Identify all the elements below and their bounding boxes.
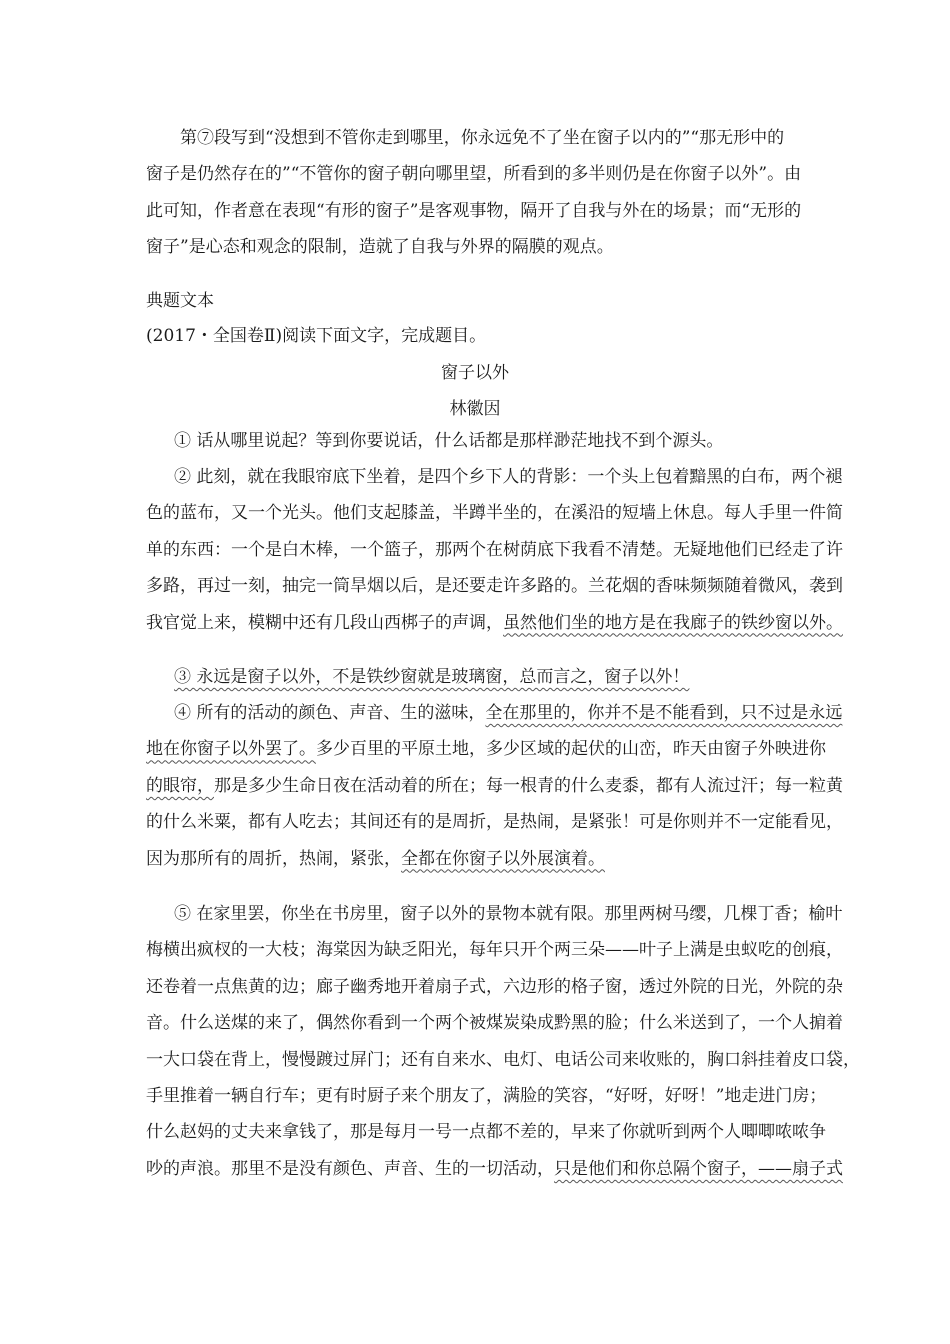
paragraph-line: [146, 841, 808, 877]
paragraph-line: 还卷着一点焦黄的边；廊子幽秀地开着扇子式，六边形的格子窗，透过外院的日光，外院的杂: [146, 976, 843, 997]
wavy-underlined-text: 只是他们和你总隔个窗子，——扇子式: [554, 1158, 843, 1179]
paragraph-line: ⑤ 在家里罢，你坐在书房里，窗子以外的景物本就有限。那里两树马缨，几棵丁香；榆叶: [174, 904, 843, 924]
wavy-underlined-text: 的眼帘，: [146, 775, 214, 796]
paragraph-line: [146, 1151, 843, 1187]
paragraph-3: [146, 659, 808, 695]
wavy-underlined-text: 全都在你窗子以外展演着。: [401, 848, 605, 869]
section-label: 典题文本: [146, 291, 214, 311]
plain-text: 吵的声浪。那里不是没有颜色、声音、生的一切活动，: [146, 1158, 554, 1179]
paragraph-4: [146, 695, 843, 877]
paragraph-line: 多路，再过一刻，抽完一筒旱烟以后，是还要走许多路的。兰花烟的香味频频随着微风，袭到: [146, 576, 843, 597]
paragraph-line: ① 话从哪里说起？等到你要说话，什么话都是那样渺茫地找不到个源头。: [174, 431, 724, 451]
paragraph-2: [146, 459, 843, 641]
paragraph-line: 手里推着一辆自行车；更有时厨子来个朋友了，满脸的笑容，“好呀，好呀！”地走进门房；: [146, 1086, 827, 1107]
paragraph-1: [146, 423, 808, 459]
intro-line: 窗子”是心态和观念的限制，造就了自我与外界的隔膜的观点。: [146, 237, 614, 258]
wavy-underlined-text: 地在你窗子以外罢了。: [146, 739, 316, 760]
paragraph-line: 音。什么送煤的来了，偶然你看到一个两个被煤炭染成黔黑的脸；什么米送到了，一个人掮着: [146, 1013, 843, 1034]
paragraph-line: 一大口袋在背上，慢慢踱过屏门；还有自来水、电灯、电话公司来收账的，胸口斜挂着皮口袋，: [146, 1049, 860, 1070]
paragraph-line: [146, 695, 843, 731]
source-line: (2017・全国卷Ⅱ)阅读下面文字，完成题目。: [146, 326, 487, 346]
article-author: 林徽因: [449, 399, 501, 419]
paragraph-5: [146, 896, 860, 1187]
plain-text: 我官觉上来，模糊中还有几段山西梆子的声调，: [146, 612, 503, 633]
intro-paragraph: [146, 120, 808, 266]
wavy-underlined-text: 全在那里的，你并不是不能看到，只不过是永远: [485, 703, 843, 723]
intro-line: 第⑦段写到“没想到不管你走到哪里，你永远免不了坐在窗子以内的”“那无形中的: [180, 128, 785, 148]
article-title: 窗子以外: [441, 363, 509, 383]
wavy-underlined-text: 虽然他们坐的地方是在我廊子的铁纱窗以外。: [503, 612, 843, 633]
intro-line: 此可知，作者意在表现“有形的窗子”是客观事物，隔开了自我与外在的场景；而“无形的: [146, 200, 802, 221]
paragraph-line: 色的蓝布，又一个光头。他们支起膝盖，半蹲半坐的，在溪沿的短墙上休息。每人手里一件简: [146, 503, 843, 524]
plain-text: 多少百里的平原土地，多少区域的起伏的山峦，昨天由窗子外映进你: [316, 739, 826, 760]
intro-line: 窗子是仍然存在的”“不管你的窗子朝向哪里望，所看到的多半则仍是在你窗子以外”。由: [146, 164, 802, 185]
wavy-underlined-text: ③ 永远是窗子以外，不是铁纱窗就是玻璃窗，总而言之，窗子以外！: [174, 667, 690, 687]
paragraph-line: 什么赵妈的丈夫来拿钱了，那是每月一号一点都不差的，早来了你就听到两个人唧唧哝哝争: [146, 1122, 826, 1143]
paragraph-line: 单的东西：一个是白木棒，一个篮子，那两个在树荫底下我看不清楚。无疑地他们已经走了许: [146, 539, 843, 560]
paragraph-line: [146, 731, 826, 767]
paragraph-line: 的什么米粟，都有人吃去；其间还有的是周折，是热闹，是紧张！可是你则并不一定能看见，: [146, 812, 843, 833]
paragraph-line: [146, 659, 808, 695]
paragraph-line: [146, 605, 843, 641]
plain-text: 那是多少生命日夜在活动着的所在；每一根青的什么麦黍，都有人流过汗；每一粒黄: [214, 775, 843, 796]
paragraph-line: 梅横出疯杈的一大枝；海棠因为缺乏阳光，每年只开个两三朵——叶子上满是虫蚁吃的创痕，: [146, 940, 843, 961]
plain-text: 因为那所有的周折，热闹，紧张，: [146, 848, 401, 869]
plain-text: ④ 所有的活动的颜色、声音、生的滋味，: [174, 703, 486, 723]
paragraph-line: [146, 768, 843, 804]
paragraph-line: ② 此刻，就在我眼帘底下坐着，是四个乡下人的背影：一个头上包着黯黑的白布，两个褪: [174, 467, 843, 487]
